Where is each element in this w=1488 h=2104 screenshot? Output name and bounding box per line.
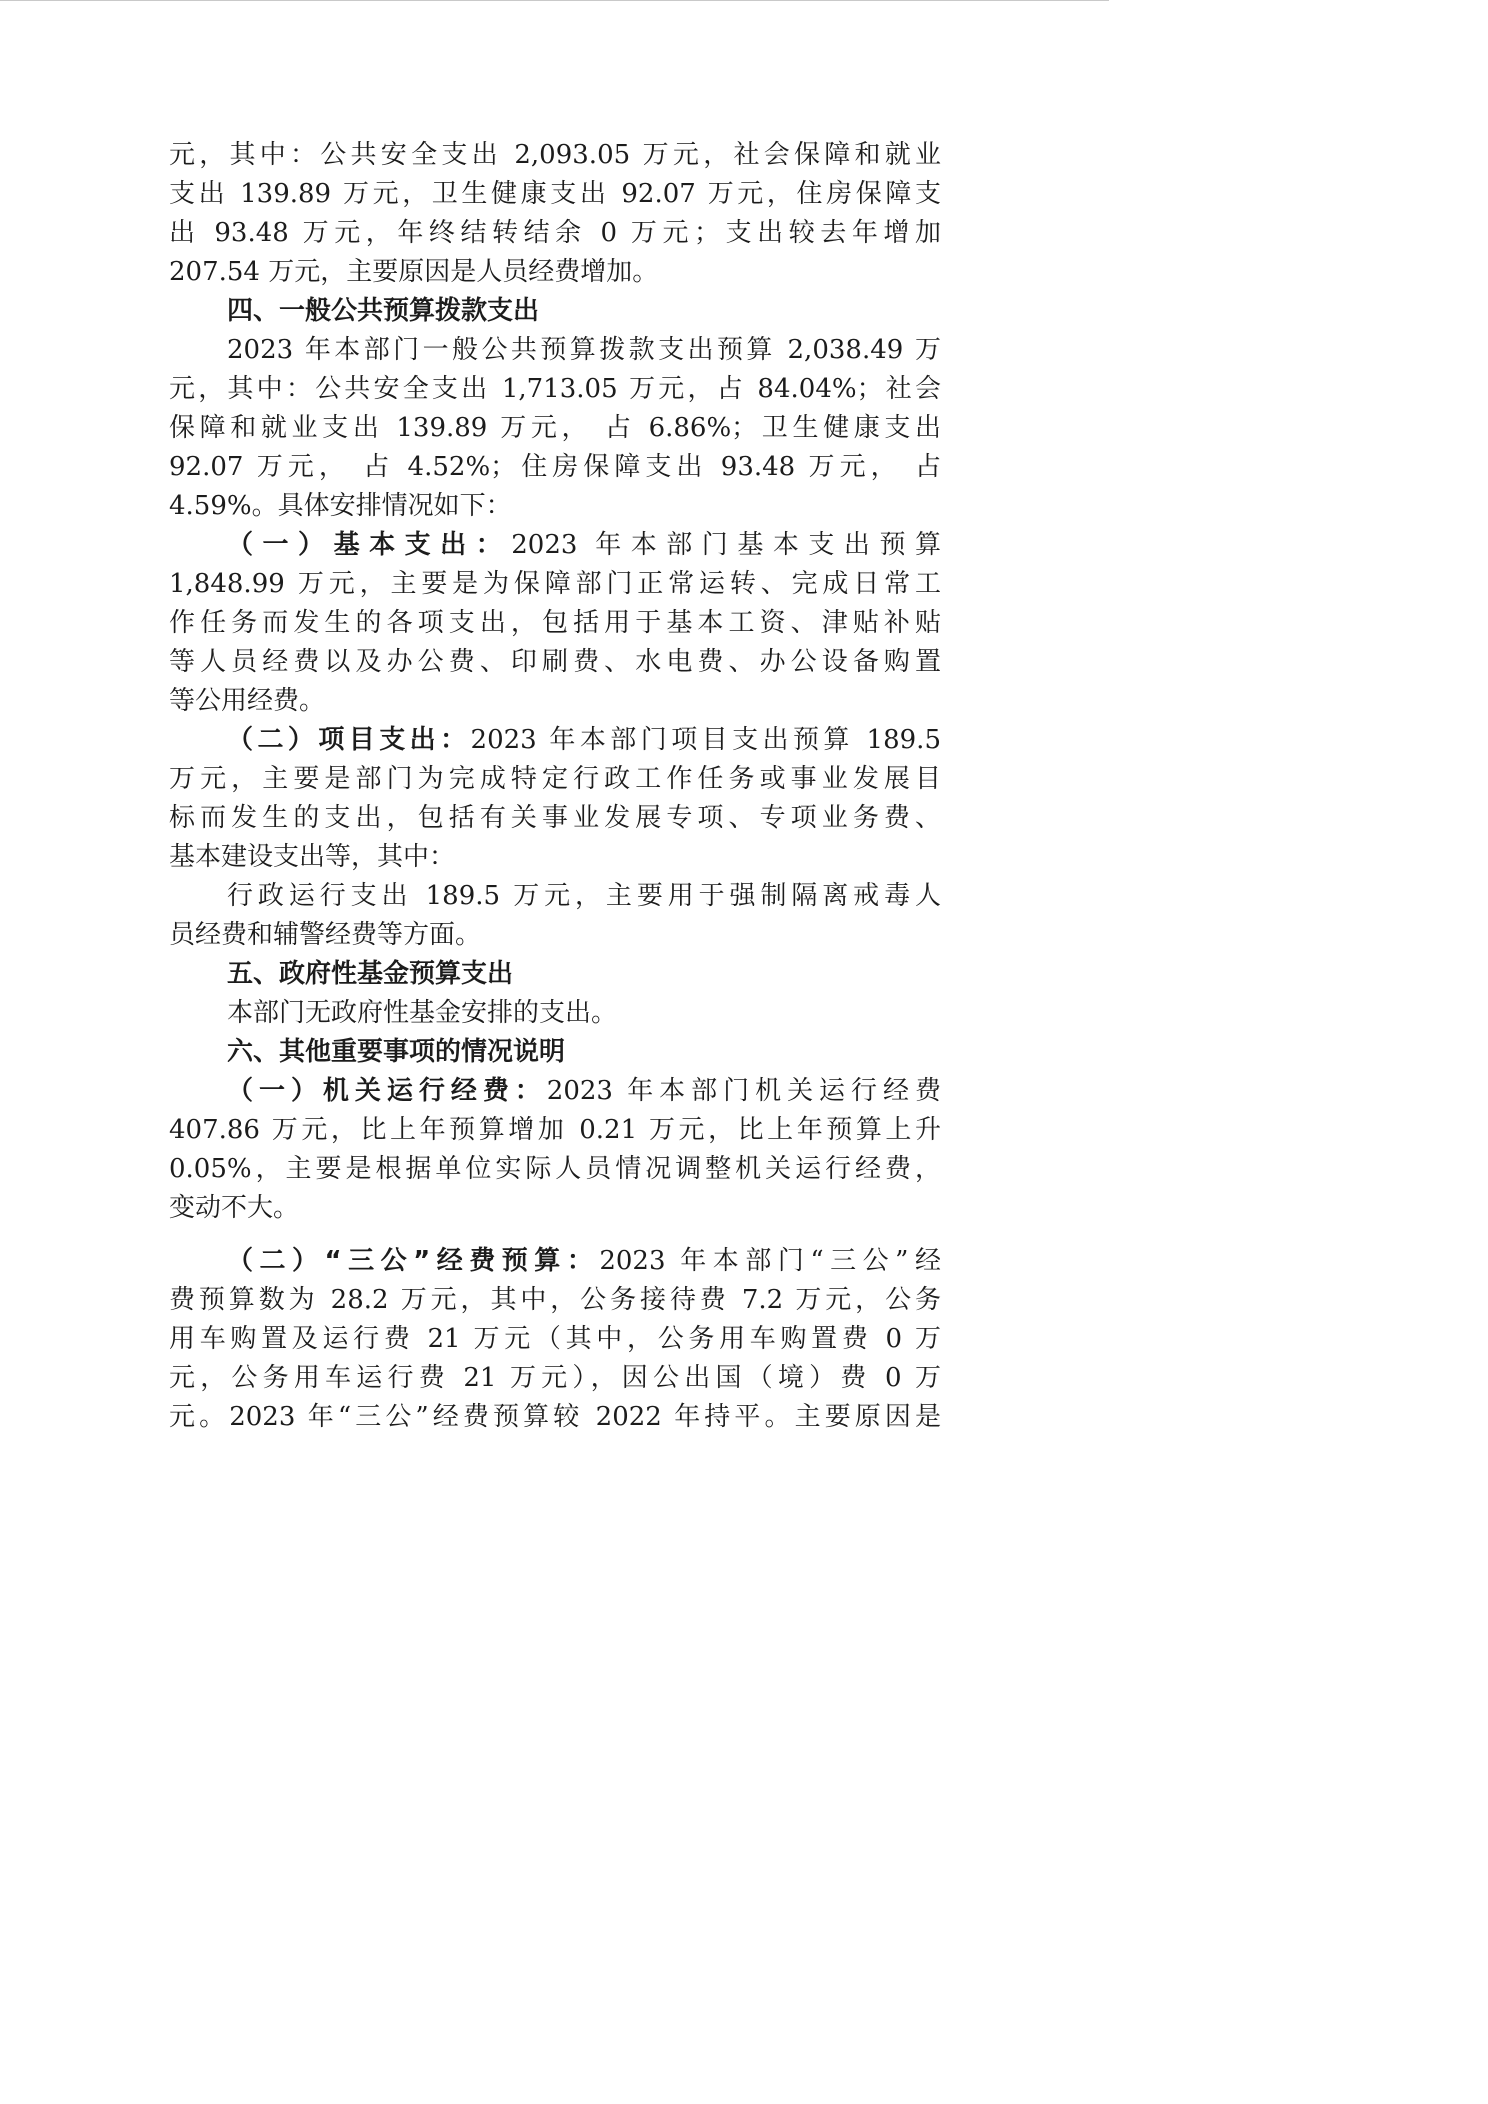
text-line: 元。2023 年“三公”经费预算较 2022 年持平。主要原因是 xyxy=(169,1402,941,1432)
text-run: 2023 年本部门“三公”经 xyxy=(599,1246,941,1276)
text-line: 费预算数为 28.2 万元，其中，公务接待费 7.2 万元，公务 xyxy=(169,1285,941,1315)
text-line: 变动不大。 xyxy=(169,1193,300,1223)
text-run: 2023 年本部门项目支出预算 189.5 xyxy=(470,725,941,755)
text-line: 等公用经费。 xyxy=(169,686,326,716)
subheading-label: （二）“三公”经费预算： xyxy=(227,1246,600,1276)
text-run: 2023 年本部门机关运行经费 xyxy=(546,1076,941,1106)
text-line: 行政运行支出 189.5 万元，主要用于强制隔离戒毒人 xyxy=(227,881,941,911)
paragraph-administrative-operation xyxy=(169,877,941,955)
text-line: 等人员经费以及办公费、印刷费、水电费、办公设备购置 xyxy=(169,647,941,677)
text-line: 407.86 万元，比上年预算增加 0.21 万元，比上年预算上升 xyxy=(169,1115,941,1145)
section-heading-5: 五、政府性基金预算支出 xyxy=(227,959,514,989)
paragraph-operating-costs xyxy=(169,1072,941,1228)
paragraph-project-expenditure xyxy=(169,721,941,877)
text-line: 基本建设支出等，其中： xyxy=(169,842,456,872)
subheading-label: （一）基本支出： xyxy=(227,530,512,560)
text-line: 保障和就业支出 139.89 万元， 占 6.86%；卫生健康支出 xyxy=(169,413,941,443)
text-line: 元，其中：公共安全支出 1,713.05 万元，占 84.04%；社会 xyxy=(169,374,941,404)
text-line: 员经费和辅警经费等方面。 xyxy=(169,920,482,950)
text-line xyxy=(169,721,941,760)
text-line: 用车购置及运行费 21 万元（其中，公务用车购置费 0 万 xyxy=(169,1324,941,1354)
text-line: 1,848.99 万元，主要是为保障部门正常运转、完成日常工 xyxy=(169,569,941,599)
text-line: 元，公务用车运行费 21 万元），因公出国（境）费 0 万 xyxy=(169,1363,941,1393)
paragraph-basic-expenditure xyxy=(169,526,941,721)
section-heading-6: 六、其他重要事项的情况说明 xyxy=(227,1037,566,1067)
text-line: 标而发生的支出，包括有关事业发展专项、专项业务费、 xyxy=(169,803,941,833)
text-line: 4.59%。具体安排情况如下： xyxy=(169,491,512,521)
paragraph-general-budget xyxy=(169,331,941,526)
document-body xyxy=(169,136,941,1437)
text-line: 2023 年本部门一般公共预算拨款支出预算 2,038.49 万 xyxy=(227,335,941,365)
text-line: 207.54 万元，主要原因是人员经费增加。 xyxy=(169,257,659,287)
text-line: 支出 139.89 万元，卫生健康支出 92.07 万元，住房保障支 xyxy=(169,179,941,209)
paragraph-three-public-expenses xyxy=(169,1242,941,1437)
text-run: 2023 年本部门基本支出预算 xyxy=(511,530,941,560)
text-line xyxy=(169,526,941,565)
text-line: 0.05%，主要是根据单位实际人员情况调整机关运行经费， xyxy=(169,1154,941,1184)
section-heading-4: 四、一般公共预算拨款支出 xyxy=(227,296,540,326)
paragraph-expenditure-summary xyxy=(169,136,941,292)
text-line: 作任务而发生的各项支出，包括用于基本工资、津贴补贴 xyxy=(169,608,941,638)
text-line: 万元，主要是部门为完成特定行政工作任务或事业发展目 xyxy=(169,764,941,794)
text-line: 元，其中：公共安全支出 2,093.05 万元，社会保障和就业 xyxy=(169,140,941,170)
text-line: 92.07 万元， 占 4.52%；住房保障支出 93.48 万元， 占 xyxy=(169,452,941,482)
text-line xyxy=(169,1072,941,1111)
subheading-label: （一）机关运行经费： xyxy=(227,1076,547,1106)
subheading-label: （二）项目支出： xyxy=(227,725,471,755)
text-line xyxy=(169,1242,941,1281)
text-line: 出 93.48 万元，年终结转结余 0 万元；支出较去年增加 xyxy=(169,218,941,248)
text-line: 本部门无政府性基金安排的支出。 xyxy=(227,998,618,1028)
